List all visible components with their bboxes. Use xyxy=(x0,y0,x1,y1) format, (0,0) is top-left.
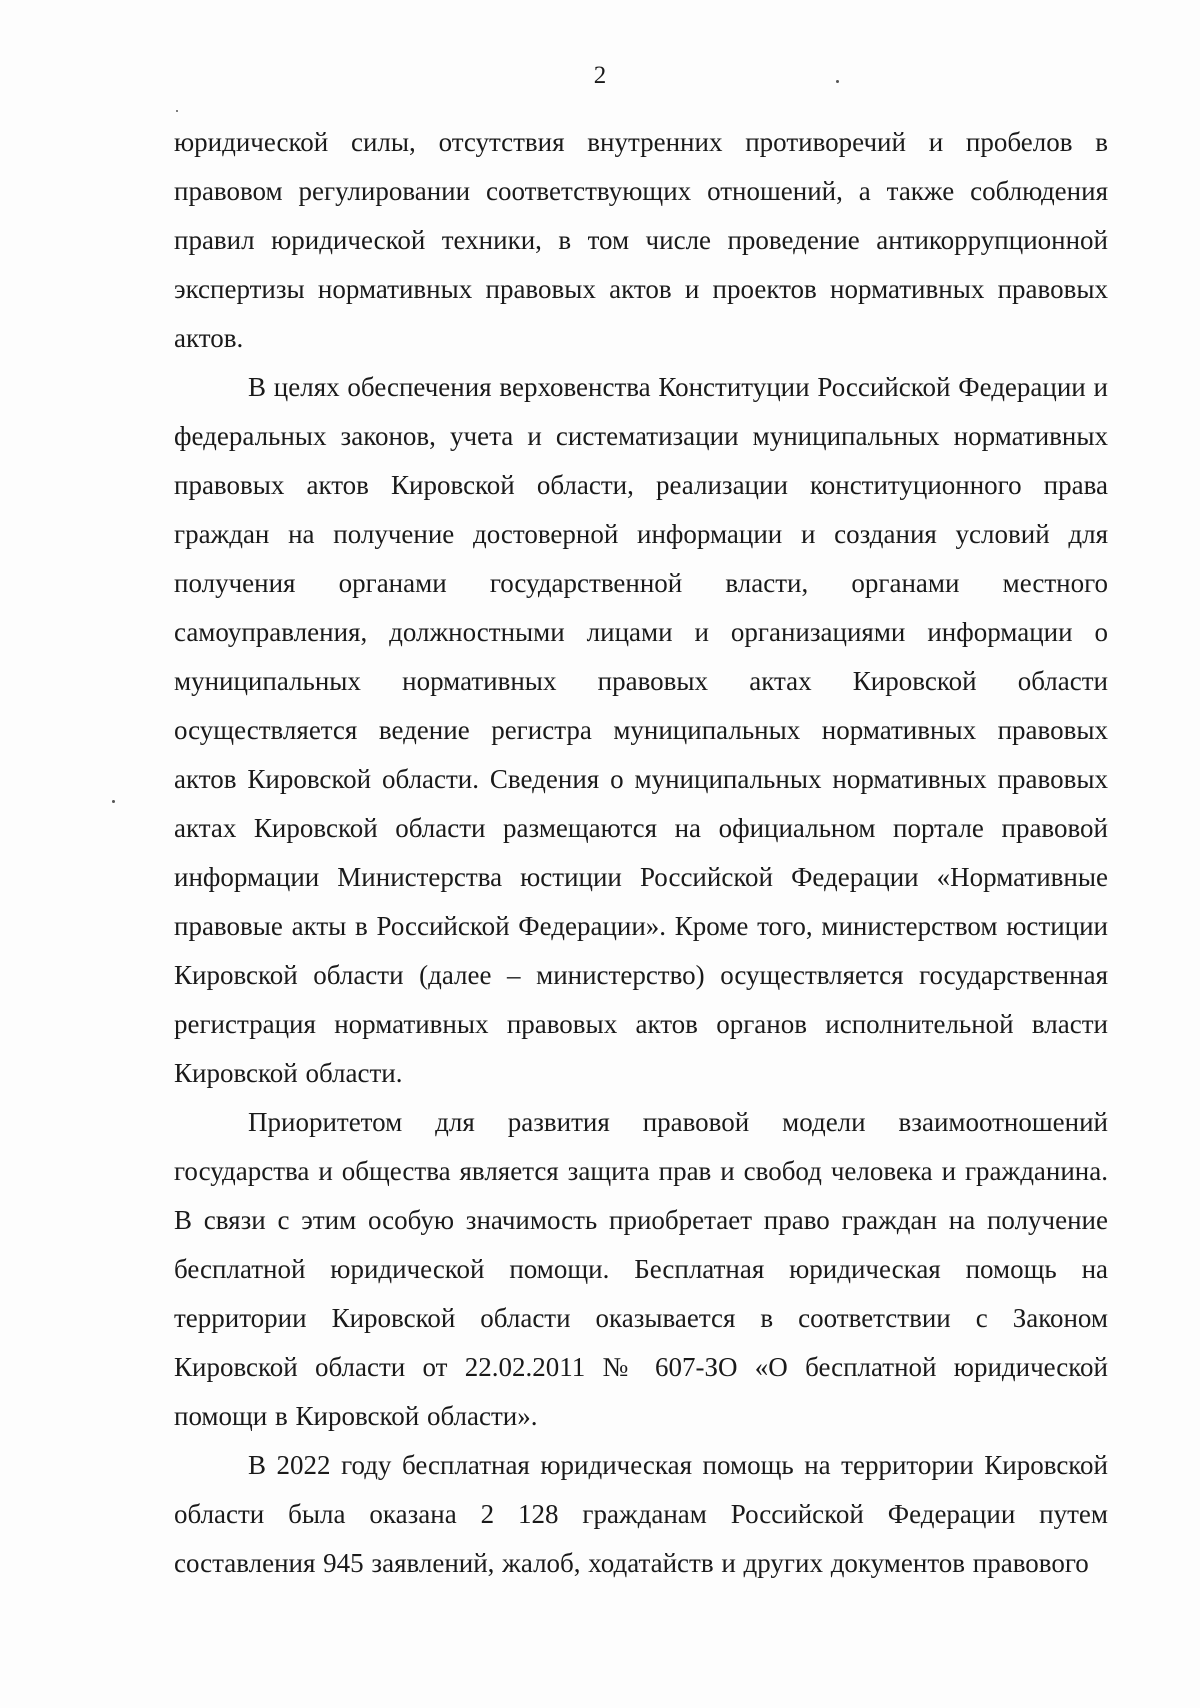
paragraph-3: Приоритетом для развития правовой модели взаимоотношений государства и общества является защита прав и свобод человека и гражданина. В связи с этим особую значимость приобретает право граждан на получение бесплатной юридической помощи. Бесплатная юридическая помощь на территории Кировской области оказывается в соответствии с Законом Кировской области от 22.02.2011 № 607-ЗО «О бесплатной юридической помощи в Кировской области». xyxy=(174,1107,1108,1431)
scan-speck xyxy=(176,110,178,112)
paragraph-4: В 2022 году бесплатная юридическая помощь на территории Кировской области была оказана 2 128 гражданам Российской Федерации путем составления 945 заявлений, жалоб, ходатайств и других документов правового xyxy=(174,1450,1108,1578)
paragraph-1: юридической силы, отсутствия внутренних противоречий и пробелов в правовом регулировании соответствующих отношений, а также соблюдения правил юридической техники, в том числе проведение антикоррупционной экспертизы нормативных правовых актов и проектов нормативных правовых актов. xyxy=(174,127,1108,353)
page-number: 2 xyxy=(593,62,607,89)
document-body xyxy=(174,118,1108,1588)
scan-speck xyxy=(112,800,115,803)
paragraph-2: В целях обеспечения верховенства Конституции Российской Федерации и федеральных законов, учета и систематизации муниципальных нормативных правовых актов Кировской области, реализации конституционного права граждан на получение достоверной информации и создания условий для получения органами государственной власти, органами местного самоуправления, должностными лицами и организациями информации о муниципальных нормативных правовых актах Кировской области осуществляется ведение регистра муниципальных нормативных правовых актов Кировской области. Сведения о муниципальных нормативных правовых актах Кировской области размещаются на официальном портале правовой информации Министерства юстиции Российской Федерации «Нормативные правовые акты в Российской Федерации». Кроме того, министерством юстиции Кировской области (далее – министерство) осуществляется государственная регистрация нормативных правовых актов органов исполнительной власти Кировской области. xyxy=(174,372,1108,1088)
scan-speck xyxy=(836,80,839,83)
